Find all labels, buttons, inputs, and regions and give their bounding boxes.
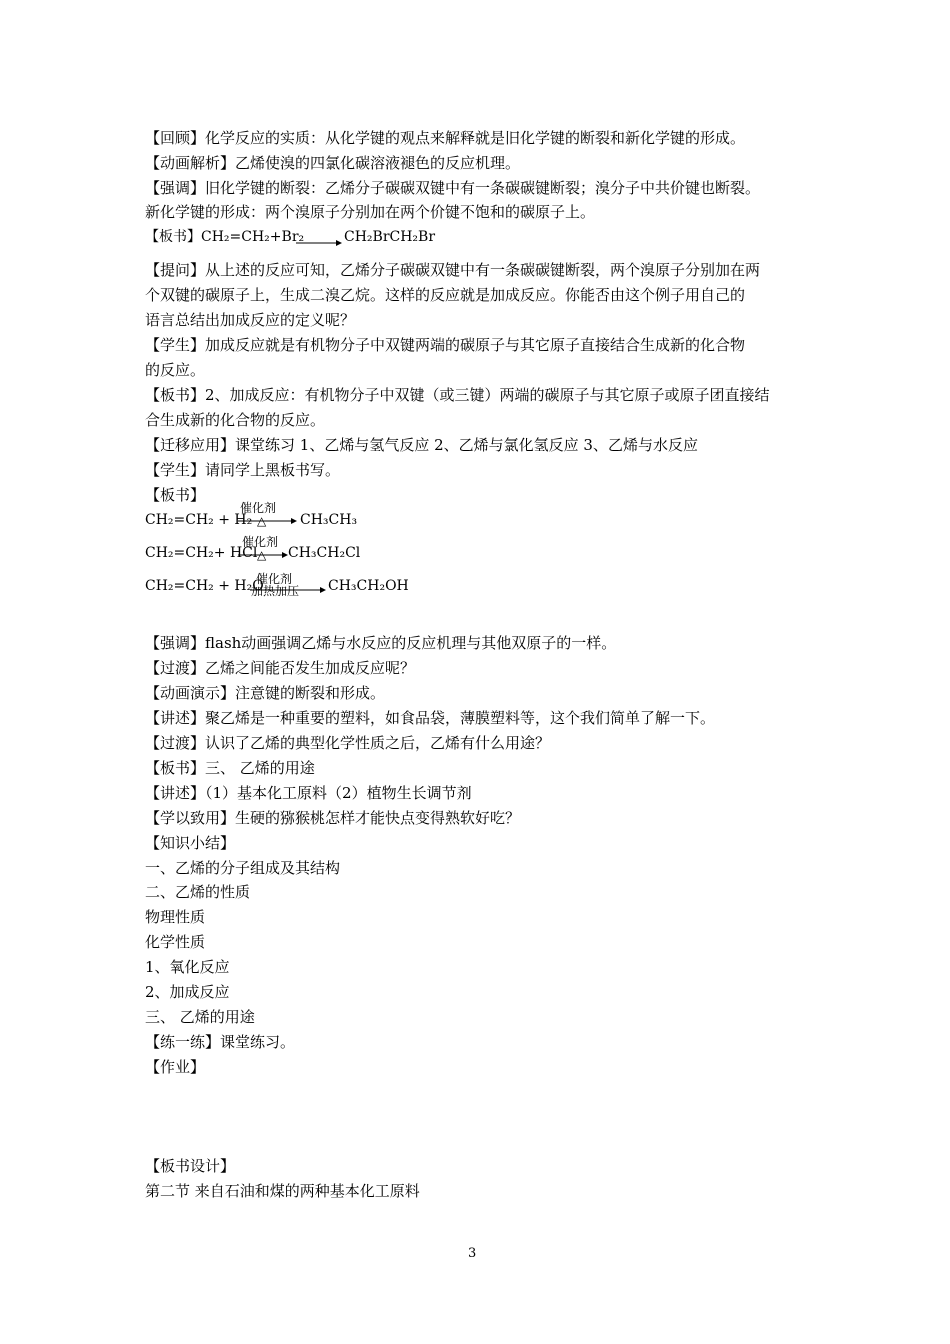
equation-reactants: CH₂=CH₂+Br₂ <box>201 229 305 245</box>
equation-product: CH₃CH₂Cl <box>288 545 361 561</box>
text-line: 【板书】三、 乙烯的用途 <box>145 759 315 777</box>
section-heading: 第二节 来自石油和煤的两种基本化工原料 <box>145 1182 420 1200</box>
text-line: 【讲述】（1）基本化工原料（2）植物生长调节剂 <box>145 784 472 802</box>
catalyst-label: 催化剂 <box>240 501 277 515</box>
text-line: 的反应。 <box>145 361 206 379</box>
text-line: 【提问】从上述的反应可知，乙烯分子碳碳双键中有一条碳碳键断裂，两个溴原子分别加在两 <box>145 261 761 279</box>
equation-water: CH₂=CH₂ + H₂O <box>145 578 264 594</box>
text-line: 2、加成反应 <box>145 983 230 1001</box>
text-line: 合生成新的化合物的反应。 <box>145 411 326 429</box>
catalyst-label: 催化剂 <box>242 535 279 549</box>
equation-prefix: 【板书】 <box>145 229 201 245</box>
text-line: 【过渡】乙烯之间能否发生加成反应呢？ <box>145 659 416 677</box>
text-line: 个双键的碳原子上，生成二溴乙烷。这样的反应就是加成反应。你能否由这个例子用自己的 <box>145 286 746 304</box>
heat-symbol: △ <box>257 514 267 528</box>
text-line: 【强调】flash动画强调乙烯与水反应的反应机理与其他双原子的一样。 <box>145 634 617 652</box>
text-line: 【讲述】聚乙烯是一种重要的塑料，如食品袋，薄膜塑料等，这个我们简单了解一下。 <box>145 709 716 727</box>
text-line: 一、乙烯的分子组成及其结构 <box>145 859 341 877</box>
condition-label: 加热加压 <box>251 584 300 598</box>
text-line: 【板书设计】 <box>145 1157 236 1175</box>
text-line: 【学生】请同学上黑板书写。 <box>145 461 341 479</box>
page-number: 3 <box>468 1246 477 1261</box>
text-line: 化学性质 <box>145 933 206 951</box>
text-line: 语言总结出加成反应的定义呢？ <box>145 311 356 329</box>
equation-product: CH₃CH₃ <box>300 512 358 528</box>
text-line: 【练一练】课堂练习。 <box>145 1033 296 1051</box>
text-line: 【板书】2、加成反应：有机物分子中双键（或三键）两端的碳原子与其它原子或原子团直接结 <box>145 386 770 404</box>
equation-product: CH₂BrCH₂Br <box>344 229 436 245</box>
text-line: 二、乙烯的性质 <box>145 883 251 901</box>
text-line: 【强调】旧化学键的断裂：乙烯分子碳碳双键中有一条碳碳键断裂；溴分子中共价键也断裂。 <box>145 179 761 197</box>
reaction-arrow <box>296 230 342 250</box>
text-line: 【过渡】认识了乙烯的典型化学性质之后，乙烯有什么用途？ <box>145 734 551 752</box>
equation-bromine <box>145 227 304 247</box>
catalyst-label: 催化剂 <box>256 572 293 586</box>
heat-symbol: △ <box>257 548 267 562</box>
equation-product: CH₃CH₂OH <box>328 578 409 594</box>
text-line: 物理性质 <box>145 908 206 926</box>
text-line: 【回顾】化学反应的实质：从化学键的观点来解释就是旧化学键的断裂和新化学键的形成。 <box>145 129 746 147</box>
text-line: 【学生】加成反应就是有机物分子中双键两端的碳原子与其它原子直接结合生成新的化合物 <box>145 336 746 354</box>
text-line: 三、 乙烯的用途 <box>145 1008 255 1026</box>
equation-hcl: CH₂=CH₂+ HCl <box>145 545 258 561</box>
reaction-arrow <box>238 511 298 531</box>
text-line: 【动画演示】注意键的断裂和形成。 <box>145 684 386 702</box>
text-line: 新化学键的形成：两个溴原子分别加在两个价键不饱和的碳原子上。 <box>145 203 596 221</box>
text-line: 【板书】 <box>145 486 206 504</box>
text-line: 1、氧化反应 <box>145 958 230 976</box>
text-line: 【作业】 <box>145 1058 206 1076</box>
equation-hydrogen: CH₂=CH₂ + H₂ <box>145 512 253 528</box>
text-line: 【迁移应用】课堂练习 1、乙烯与氢气反应 2、乙烯与氯化氢反应 3、乙烯与水反应 <box>145 436 698 454</box>
text-line: 【知识小结】 <box>145 834 236 852</box>
text-line: 【学以致用】生硬的猕猴桃怎样才能快点变得熟软好吃？ <box>145 809 521 827</box>
text-line: 【动画解析】乙烯使溴的四氯化碳溶液褪色的反应机理。 <box>145 154 521 172</box>
